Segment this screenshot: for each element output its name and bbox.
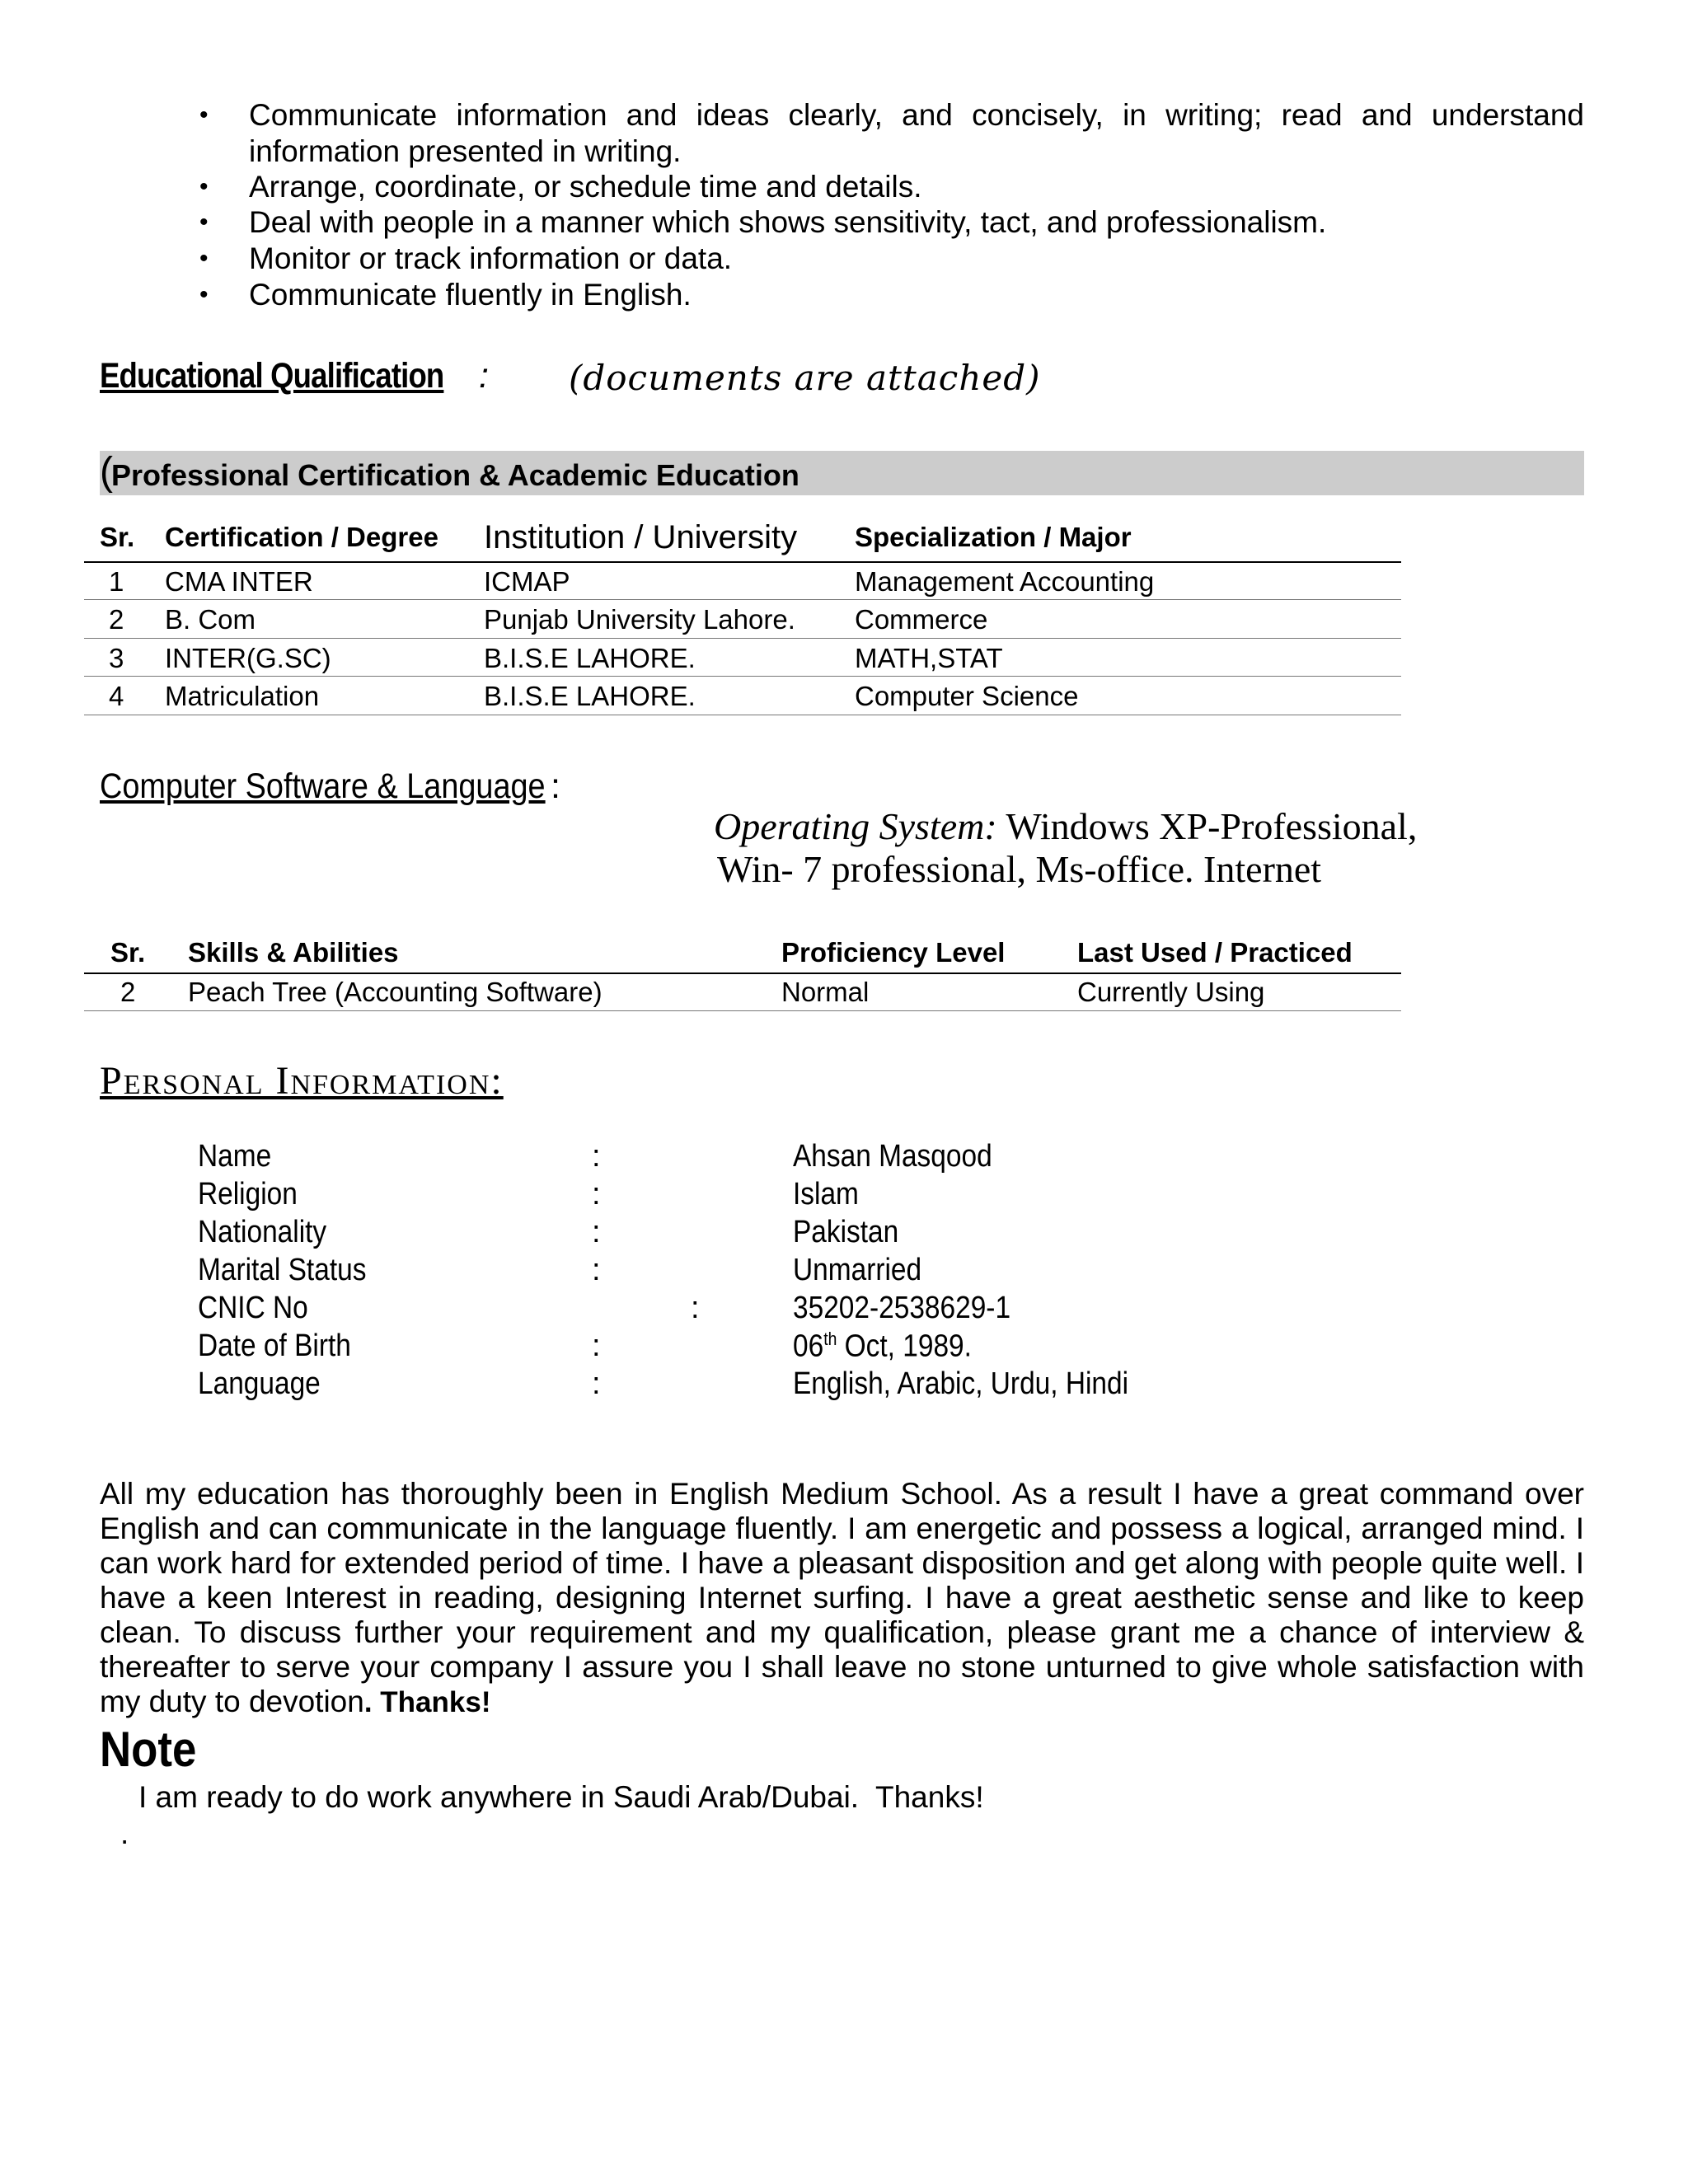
column-header-skill: Skills & Abilities [188, 937, 399, 968]
statement-thanks: . Thanks! [363, 1686, 491, 1718]
column-header-sr: Sr. [100, 522, 135, 552]
date-of-birth-value: 06th Oct, 1989. [793, 1329, 972, 1364]
column-header-institution: Institution / University [484, 519, 798, 555]
bullet-item: • Communicate fluently in English. [199, 278, 692, 312]
note-heading: Note [100, 1722, 197, 1777]
table-rule [84, 638, 1401, 639]
bullet-item: • Communicate information and ideas clearly, and concisely, in writing; read and understand information presented in writing. [199, 98, 1584, 168]
bullet-dot-icon: • [199, 209, 209, 236]
column-header-proficiency: Proficiency Level [781, 937, 1006, 968]
os-label: Operating System: [714, 805, 997, 847]
operating-system-line-2: Win- 7 professional, Ms-office. Internet [717, 848, 1322, 890]
column-header-sr: Sr. [110, 937, 146, 968]
bullet-dot-icon: • [199, 173, 209, 200]
bullet-item: • Monitor or track information or data. [199, 241, 733, 275]
bullet-item: • Deal with people in a manner which shows sensitivity, tact, and professionalism. [199, 205, 1327, 239]
bullet-dot-icon: • [199, 281, 209, 308]
table-rule [84, 599, 1401, 600]
band-parenthesis: ( [100, 450, 113, 494]
bullet-dot-icon: • [199, 101, 209, 129]
bullet-item: • Arrange, coordinate, or schedule time and details. [199, 170, 922, 204]
documents-attached-note: (documents are attached) [569, 358, 1041, 398]
column-header-degree: Certification / Degree [165, 522, 438, 552]
stray-dot: . [120, 1816, 129, 1850]
operating-system-line [714, 804, 1417, 848]
table-rule [84, 676, 1401, 677]
personal-statement: All my education has thoroughly been in English Medium School. As a result I have a great command over English and can communicate in the language fluently. I am energetic and possess a logical, arranged mind. I can work hard for extended period of time. I have a pleasant disposition and get along with people quite well. I have a keen Interest in reading, designing Internet surfing. I have a great aesthetic sense and like to keep clean. To discuss further your requirement and my qualification, please grant me a chance of interview & thereafter to serve your company I assure you I shall leave no stone unturned to give whole satisfaction with my duty to devotion. Thanks! [100, 1477, 1584, 1718]
column-header-last-used: Last Used / Practiced [1077, 937, 1353, 968]
computer-heading: Computer Software & Language [100, 766, 546, 806]
education-heading: Educational Qualification [100, 356, 444, 396]
note-text: I am ready to do work anywhere in Saudi Arab/Dubai. Thanks! [138, 1780, 984, 1814]
table-rule [84, 1010, 1401, 1011]
table-rule [84, 561, 1401, 563]
bullet-dot-icon: • [199, 245, 209, 272]
computer-heading-colon: : [551, 766, 560, 806]
table-rule [84, 972, 1401, 974]
personal-info-heading: Personal Information: [100, 1059, 504, 1103]
os-value: Windows XP-Professional, [996, 805, 1418, 847]
band-title: Professional Certification & Academic Education [111, 458, 799, 492]
education-heading-colon: : [479, 356, 489, 396]
column-header-major: Specialization / Major [855, 522, 1132, 552]
